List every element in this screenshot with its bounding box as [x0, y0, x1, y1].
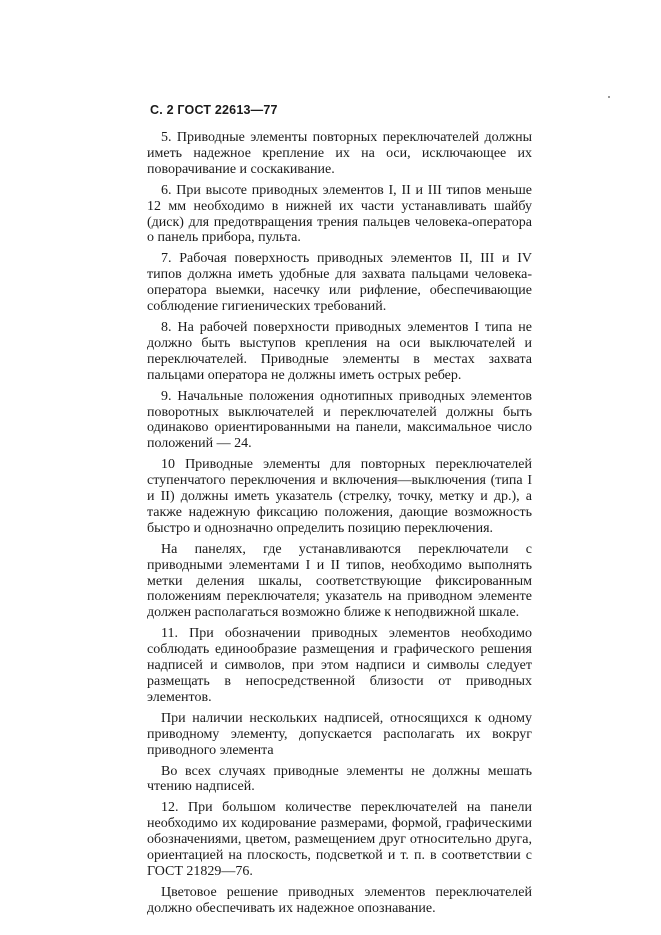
scan-speck [608, 96, 610, 98]
clause-6: 6. При высоте приводных элементов I, II и III типов меньше 12 мм необходимо в нижней их части устанавливать шайбу (диск) для предотвращения трения пальцев человека-оператора о панель прибора, пульта. [147, 182, 532, 246]
clause-11-readability: Во всех случаях приводные элементы не должны мешать чтению надписей. [147, 763, 532, 795]
clause-7: 7. Рабочая поверхность приводных элементов II, III и IV типов должна иметь удобные для захвата пальцами человека-оператора выемки, насечку или рифление, обеспечивающие соблюдение гигиенических требований. [147, 251, 532, 315]
clause-10: 10 Приводные элементы для повторных переключателей ступенчатого переключения и включения—выключения (типа I и II) должны иметь указатель (стрелку, точку, метку и др.), а также надежную фиксацию положения, дающие возможность быстро и однозначно определить позицию переключения. [147, 457, 532, 536]
document-body [147, 130, 532, 917]
clause-10-panels: На панелях, где устанавливаются переключатели с приводными элементами I и II типов, необходимо выполнять метки деления шкалы, соответствующие фиксированным положениям переключателя; указатель на приводном элементе должен располагаться возможно ближе к неподвижной шкале. [147, 541, 532, 621]
page-header: С. 2 ГОСТ 22613—77 [150, 103, 278, 117]
clause-9: 9. Начальные положения однотипных приводных элементов поворотных выключателей и переключателей должны быть одинаково ориентированными на панели, максимальное число положений — 24. [147, 388, 532, 452]
clause-11: 11. При обозначении приводных элементов необходимо соблюдать единообразие размещения и графического решения надписей и символов, при этом надписи и символы следует размещать в непосредственной близости от приводных элементов. [147, 626, 532, 705]
clause-12-color: Цветовое решение приводных элементов переключателей должно обеспечивать их надежное опознавание. [147, 884, 532, 916]
clause-11-several-labels: При наличии нескольких надписей, относящихся к одному приводному элементу, допускается располагать их вокруг приводного элемента [147, 710, 532, 758]
clause-12: 12. При большом количестве переключателей на панели необходимо их кодирование размерами, формой, графическими обозначениями, цветом, размещением друг относительно друга, ориентацией на плоскость, подсветкой и т. п. в соответствии с ГОСТ 21829—76. [147, 800, 532, 879]
clause-8: 8. На рабочей поверхности приводных элементов I типа не должно быть выступов крепления на оси выключателей и переключателей. Приводные элементы в местах захвата пальцами оператора не должны иметь острых ребер. [147, 319, 532, 383]
clause-5: 5. Приводные элементы повторных переключателей должны иметь надежное крепление их на оси, исключающее их поворачивание и соскакивание. [147, 130, 532, 177]
